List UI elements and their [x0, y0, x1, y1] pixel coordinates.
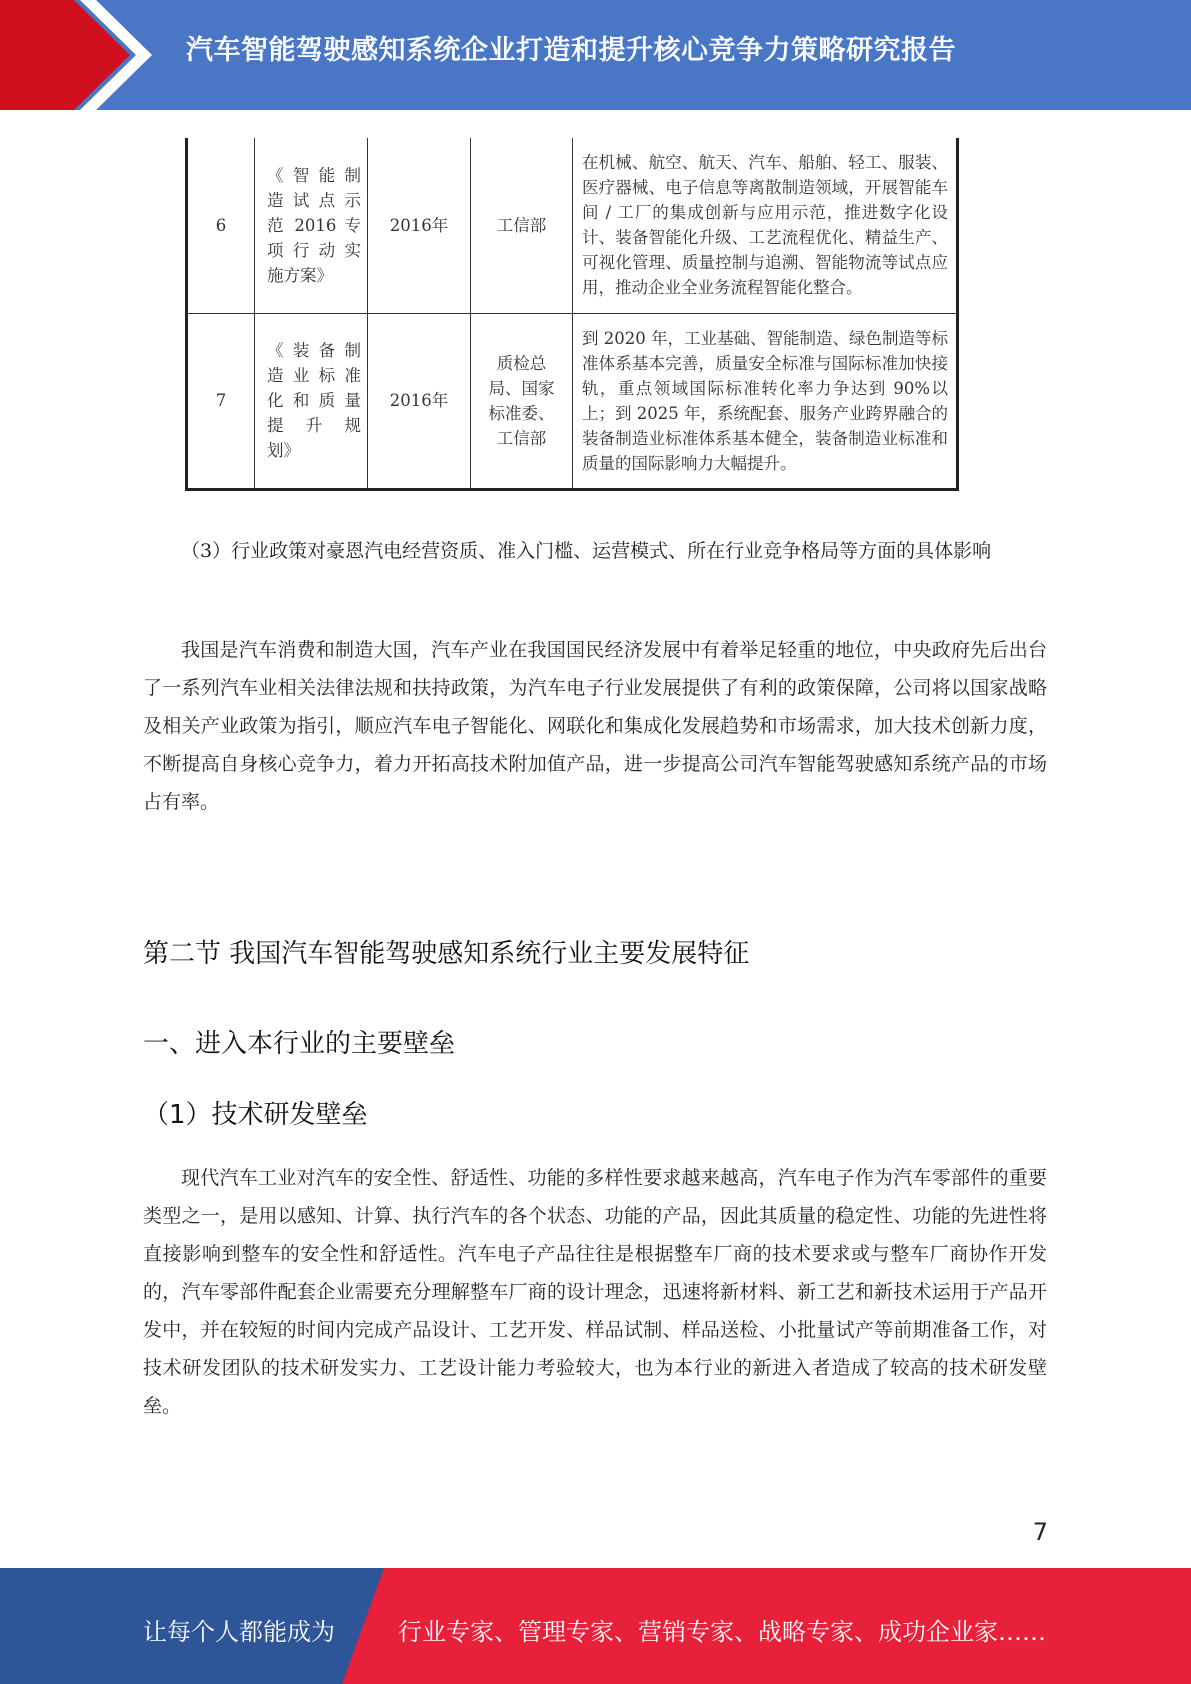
- policy-department: 工信部: [471, 138, 573, 313]
- page-number: 7: [1032, 1518, 1048, 1546]
- policy-year: 2016年: [368, 313, 471, 489]
- policy-year: 2016年: [368, 138, 471, 313]
- footer-slogan-left: 让每个人都能成为: [143, 1618, 335, 1646]
- row-number: 6: [187, 138, 255, 313]
- table-row: [187, 138, 958, 313]
- page-header: [0, 0, 1191, 110]
- subsection-title: 一、进入本行业的主要壁垒: [143, 1029, 456, 1059]
- policy-impact-paragraph: 我国是汽车消费和制造大国，汽车产业在我国国民经济发展中有着举足轻重的地位，中央政府先后出台了一系列汽车业相关法律法规和扶持政策，为汽车电子行业发展提供了有利的政策保障，公司将以国家战略及相关产业政策为指引，顺应汽车电子智能化、网联化和集成化发展趋势和市场需求，加大技术创新力度，不断提高自身核心竞争力，着力开拓高技术附加值产品，进一步提高公司汽车智能驾驶感知系统产品的市场占有率。: [143, 639, 1047, 813]
- tech-barrier-paragraph: 现代汽车工业对汽车的安全性、舒适性、功能的多样性要求越来越高，汽车电子作为汽车零部件的重要类型之一，是用以感知、计算、执行汽车的各个状态、功能的产品，因此其质量的稳定性、功能的先进性将直接影响到整车的安全性和舒适性。汽车电子产品往往是根据整车厂商的技术要求或与整车厂商协作开发的，汽车零部件配套企业需要充分理解整车厂商的设计理念，迅速将新材料、新工艺和新技术运用于产品开发中，并在较短的时间内完成产品设计、工艺开发、样品试制、样品送检、小批量试产等前期准备工作，对技术研发团队的技术研发实力、工艺设计能力考验较大，也为本行业的新进入者造成了较高的技术研发壁垒。: [143, 1167, 1047, 1417]
- row-number: 7: [187, 313, 255, 489]
- header-arrow-decoration: [0, 0, 160, 110]
- policy-table: [185, 138, 959, 491]
- policy-department: 质检总 局、国家 标准委、 工信部: [471, 313, 573, 489]
- table-row: [187, 313, 958, 489]
- report-title: 汽车智能驾驶感知系统企业打造和提升核心竞争力策略研究报告: [186, 35, 956, 66]
- policy-name: 《智能制 造试点示 范 2016 专 项行动实 施方案》: [255, 138, 368, 313]
- policy-content: 在机械、航空、航天、汽车、船舶、轻工、服装、医疗器械、电子信息等离散制造领域，开展智能车间 / 工厂的集成创新与应用示范，推进数字化设计、装备智能化升级、工艺流程优化、精益生产、可视化管理、质量控制与追溯、智能物流等试点应用，推动企业全业务流程智能化整合。: [573, 138, 958, 313]
- page-footer: [0, 1568, 1191, 1684]
- footer-slogan-right: 行业专家、管理专家、营销专家、战略专家、成功企业家……: [398, 1618, 1046, 1646]
- policy-content: 到 2020 年，工业基础、智能制造、绿色制造等标准体系基本完善，质量安全标准与国际标准加快接轨，重点领域国际标准转化率力争达到 90%以上；到 2025 年，系统配套、服务产业跨界融合的装备制造业标准体系基本健全，装备制造业标准和质量的国际影响力大幅提升。: [573, 313, 958, 489]
- subsubsection-title: （1）技术研发壁垒: [143, 1100, 368, 1130]
- policy-name: 《装备制 造业标准 化和质量 提 升 规 划》: [255, 313, 368, 489]
- section-title: 第二节 我国汽车智能驾驶感知系统行业主要发展特征: [143, 939, 750, 969]
- policy-impact-heading-paragraph: （3）行业政策对豪恩汽电经营资质、准入门槛、运营模式、所在行业竞争格局等方面的具体影响: [181, 540, 992, 562]
